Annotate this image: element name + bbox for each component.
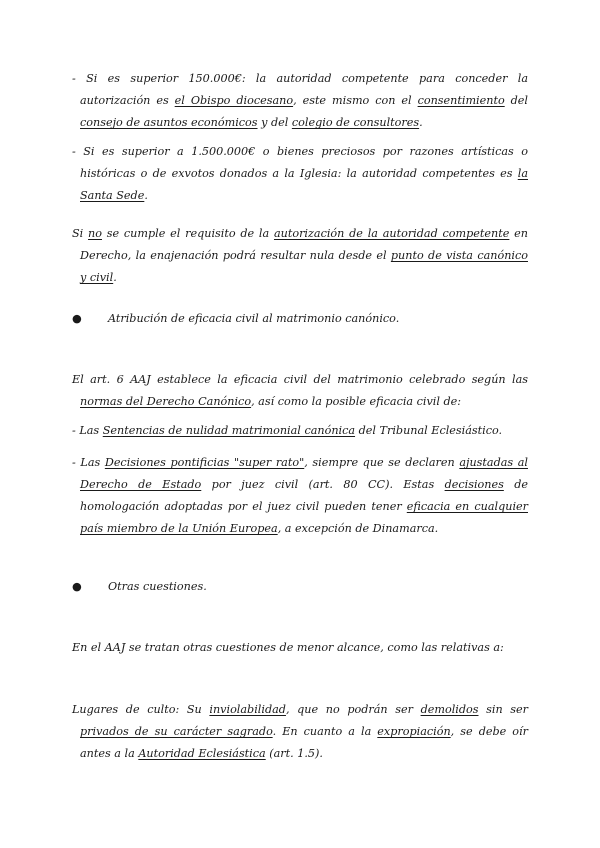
- text-run: , siempre que se declaren: [304, 456, 460, 469]
- underlined-term: consejo de asuntos económicos: [80, 116, 258, 129]
- paragraph-art6: [72, 369, 528, 413]
- text-run: En el AAJ se tratan otras cuestiones de menor alcance, como las relativas a:: [72, 641, 504, 654]
- underlined-term: no: [88, 227, 102, 240]
- underlined-term: normas del Derecho Canónico: [80, 395, 252, 408]
- paragraph-nullity: [72, 223, 528, 289]
- text-run: , así como la posible eficacia civil de:: [251, 395, 462, 408]
- text-run: Lugares de culto: Su: [72, 703, 210, 716]
- underlined-term: eficacia en cualquier país miembro de la Unión Europea: [80, 500, 528, 535]
- list-item-sentencias: [72, 420, 528, 442]
- underlined-term: demolidos: [420, 703, 479, 716]
- text-run: (art. 1.5).: [265, 747, 323, 760]
- underlined-term: Sentencias de nulidad matrimonial canónica: [102, 424, 356, 437]
- text-run: - Las: [72, 424, 103, 437]
- underlined-term: autorización de la autoridad competente: [273, 227, 510, 240]
- list-item-threshold-1500k: [72, 141, 528, 207]
- underlined-term: colegio de consultores: [291, 116, 420, 129]
- text-run: , este mismo con el: [293, 94, 418, 107]
- list-item-decisiones: [72, 452, 528, 540]
- bullet-icon: ●: [72, 312, 82, 325]
- underlined-term: expropiación: [377, 725, 451, 738]
- paragraph-aaj-intro: [72, 637, 520, 659]
- underlined-term: el Obispo diocesano: [174, 94, 294, 107]
- text-run: .: [144, 189, 148, 202]
- text-run: del: [504, 94, 529, 107]
- text-run: . En cuanto a la: [272, 725, 378, 738]
- list-item-threshold-150k: [72, 68, 528, 134]
- text-run: por juez civil (art. 80 CC). Estas: [201, 478, 445, 491]
- text-run: de homologación adoptadas por el juez civil pueden tener: [80, 478, 529, 513]
- text-run: - Si es superior 150.000€: la autoridad competente para conceder la autorización es: [72, 72, 528, 107]
- underlined-term: decisiones: [444, 478, 504, 491]
- text-run: - Si es superior a 1.500.000€ o bienes preciosos por razones artísticas o históricas o de exvotos donados a la Iglesia: la autoridad competentes es: [72, 145, 528, 180]
- text-run: , que no podrán ser: [285, 703, 421, 716]
- text-run: del Tribunal Eclesiástico.: [355, 424, 503, 437]
- bullet-icon: ●: [72, 580, 82, 593]
- text-run: El art. 6 AAJ establece la eficacia civil del matrimonio celebrado según las: [72, 373, 528, 386]
- underlined-term: Autoridad Eclesiástica: [138, 747, 266, 760]
- bullet-heading-text: Atribución de eficacia civil al matrimonio canónico.: [108, 312, 400, 325]
- text-run: en Derecho, la enajenación podrá resultar nula desde el: [80, 227, 528, 262]
- underlined-term: inviolabilidad: [209, 703, 286, 716]
- underlined-term: ajustadas al Derecho de Estado: [80, 456, 528, 491]
- text-run: .: [113, 271, 117, 284]
- text-run: y del: [257, 116, 292, 129]
- text-run: , se debe oír antes a la: [80, 725, 528, 760]
- underlined-term: punto de vista canónico y civil: [80, 249, 528, 284]
- text-run: Si: [72, 227, 89, 240]
- underlined-term: Decisiones pontificias "super rato": [104, 456, 305, 469]
- text-run: sin ser: [478, 703, 528, 716]
- underlined-term: la Santa Sede: [80, 167, 528, 202]
- text-run: .: [419, 116, 423, 129]
- text-run: - Las: [72, 456, 105, 469]
- text-run: se cumple el requisito de la: [101, 227, 274, 240]
- bullet-heading-text: Otras cuestiones.: [108, 580, 207, 593]
- paragraph-lugares-culto: [72, 699, 528, 765]
- underlined-term: privados de su carácter sagrado: [80, 725, 273, 738]
- text-run: , a excepción de Dinamarca.: [277, 522, 439, 535]
- underlined-term: consentimiento: [417, 94, 505, 107]
